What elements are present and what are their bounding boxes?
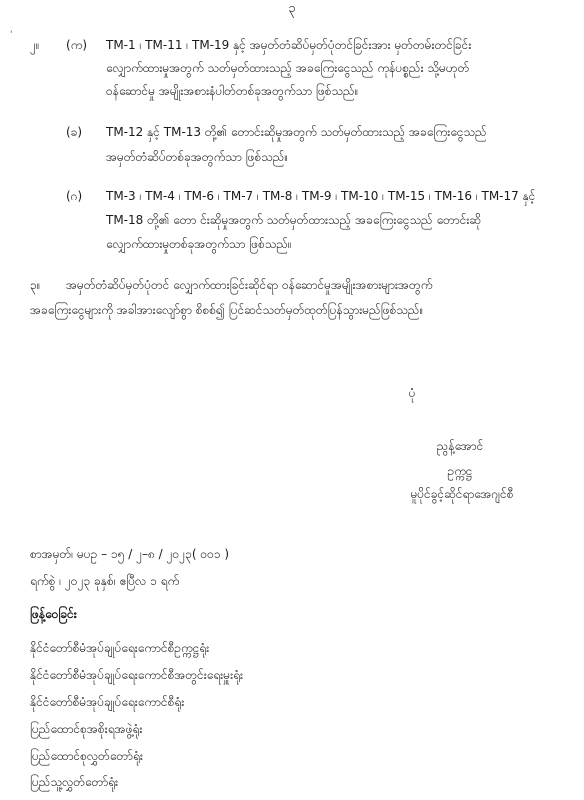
item-ka-label: (က) <box>66 38 88 52</box>
signatory-rank: ဥက္ကဋ္ဌ <box>447 464 473 478</box>
paragraph-3-line-1: အမှတ်တံဆိပ်မှတ်ပုံတင် လျှောက်ထားခြင်းဆိုင်ရာ ဝန်ဆောင်မှုအမျိုးအစားများအတွက် <box>66 278 433 292</box>
paragraph-3-number: ၃။ <box>30 278 41 292</box>
distribution-item: နိုင်ငံတော်စီမံအုပ်ချုပ်ရေးကောင်စီဥက္ကဋ္ဌရုံး <box>30 641 210 655</box>
distribution-item: နိုင်ငံတော်စီမံအုပ်ချုပ်ရေးကောင်စီအတွင်းရေးမှူးရုံး <box>30 668 244 682</box>
distribution-heading: ဖြန့်ဝေခြင်း <box>30 607 77 621</box>
paragraph-3-line-2: အခကြေးငွေများကို အခါအားလျော်စွာ စိစစ်၍ ပြင်ဆင်သတ်မှတ်ထုတ်ပြန်သွားမည်ဖြစ်သည်။ <box>30 303 424 317</box>
letter-number: စာအမှတ်၊ မပဥ – ၁၅ / ၂–၈ / ၂၀၂၃( ၀၀၁ ) <box>30 547 230 561</box>
signatory-office: မူပိုင်ခွင့်ဆိုင်ရာအေဂျင်စီ <box>410 487 514 501</box>
item-ga-line-2: TM-18 တို့၏ တော င်းဆိုမှုအတွက် သတ်မှတ်ထားသည့် အခကြေးငွေသည် တောင်းဆို <box>106 213 482 227</box>
margin-mark: ' <box>10 30 13 40</box>
item-kha-line-1: TM-12 နှင့် TM-13 တို့၏ တောင်းဆိုမှုအတွက် သတ်မှတ်ထားသည့် အခကြေးငွေသည် <box>106 125 487 139</box>
item-kha-line-2: အမှတ်တံဆိပ်တစ်ခုအတွက်သာ ဖြစ်သည်။ <box>106 150 289 164</box>
distribution-item: ပြည်ထောင်စုအစိုးရအဖွဲ့ရုံး <box>30 722 143 736</box>
paragraph-2-number: ၂။ <box>30 38 40 52</box>
item-ga-line-1: TM-3 ၊ TM-4 ၊ TM-6 ၊ TM-7 ၊ TM-8 ၊ TM-9 ၊ TM-10 ၊ TM-15 ၊ TM-16 ၊ TM-17 နှင့် <box>106 189 536 203</box>
distribution-item: ပြည်ထောင်စုလွှတ်တော်ရုံး <box>30 749 143 763</box>
item-ga-line-3: လျှောက်ထားမှုတစ်ခုအတွက်သာ ဖြစ်သည်။ <box>106 237 292 251</box>
signatory-name: ညွန့်အောင် <box>436 439 484 453</box>
distribution-item: နိုင်ငံတော်စီမံအုပ်ချုပ်ရေးကောင်စီရုံး <box>30 695 185 709</box>
page-number: ၃ <box>288 1 296 16</box>
letter-date: ရက်စွဲ ၊ ၂၀၂၃ ခုနှစ်၊ ဧပြီလ ၁ ရက် <box>30 574 180 588</box>
item-ka-line-1: TM-1 ၊ TM-11 ၊ TM-19 နှင့် အမှတ်တံဆိပ်မှတ်ပုံတင်ခြင်းအား မှတ်တမ်းတင်ခြင်း <box>106 38 472 52</box>
item-ka-line-3: ဝန်ဆောင်မှု အမျိုးအစားနံပါတ်တစ်ခုအတွက်သာ ဖြစ်သည်။ <box>106 84 359 98</box>
item-kha-label: (ခ) <box>66 125 83 139</box>
signature-mark: ပုံ <box>408 386 416 400</box>
item-ka-line-2: လျှောက်ထားမှုအတွက် သတ်မှတ်ထားသည့် အခကြေးငွေသည် ကုန်ပစ္စည်း သို့မဟုတ် <box>106 61 470 75</box>
distribution-item: ပြည်သူ့လွှတ်တော်ရုံး <box>30 775 119 789</box>
item-ga-label: (ဂ) <box>66 189 83 203</box>
